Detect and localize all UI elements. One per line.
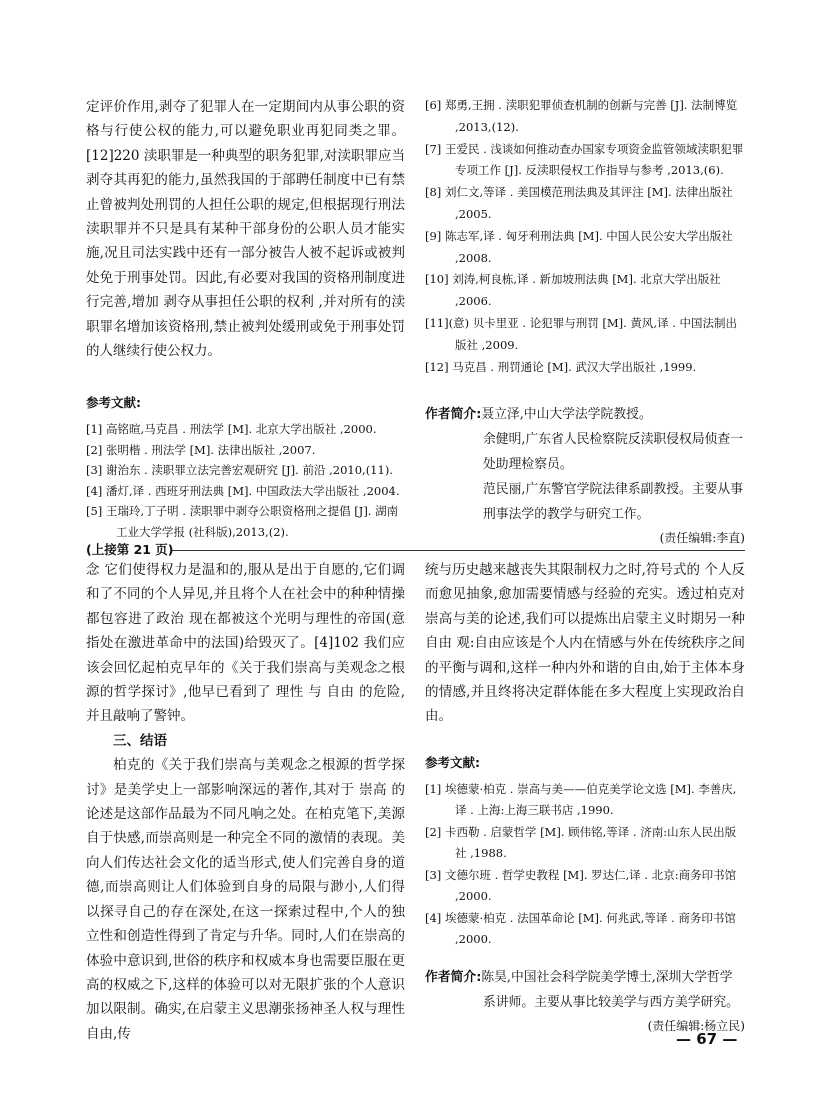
reference-item: [1] 高铭暄,马克昌 . 刑法学 [M]. 北京大学出版社 ,2000.	[86, 422, 377, 437]
editor-credit: (责任编辑:李直)	[659, 531, 745, 546]
body-paragraph: 统与历史越来越丧失其限制权力之时,符号式的 个人反而愈见抽象,愈加需要情感与经验的充实。透过柏克对崇高与美的论述,我们可以提炼出启蒙主义时期另一种 自由 观:自由应该是个人内在情感与外在传统秩序之间的平衡与调和,这样一种内外和谐的自由,始于主体本身的情感,并且终将决定群体能在多大程度上实现政治自由。	[425, 562, 745, 725]
references-title: 参考文献:	[86, 395, 141, 411]
body-paragraph: 柏克的《关于我们崇高与美观念之根源的哲学探讨》是美学史上一部影响深远的著作,其对于 崇高 的论述是这部作品最为不同凡响之处。在柏克笔下,美源自于快感,而崇高则是一种完全不同的激情的表现。美向人们传达社会文化的适当形式,使人们完善自身的道德,而崇高则让人们体验到自身的局限与渺小,人们得以探寻自己的存在深处,在这一探索过程中,个人的独立性和创造性得到了肯定与升华。同时,人们在崇高的体验中意识到,世俗的秩序和权威本身也需要臣服在更高的权威之下,这样的体验可以对无限扩张的个人意识加以限制。确实,在启蒙主义思潮张扬神圣人权与理性自由,传	[86, 757, 405, 1042]
reference-item: [7] 王爱民 . 浅谈如何推动查办国家专项资金监管领域渎职犯罪专项工作 [J]. 反渎职侵权工作指导与参考 ,2013,(6).	[425, 141, 744, 178]
author-entry: 陈昊,中国社会科学院美学博士,深圳大学哲学系讲师。主要从事比较美学与西方美学研究。	[481, 969, 739, 1010]
references-list	[86, 419, 405, 542]
reference-item: [5] 王瑞玲,丁子明 . 渎职罪中剥夺公职资格刑之提倡 [J]. 湖南工业大学学报 (社科版),2013,(2).	[86, 504, 399, 539]
divider-line	[172, 550, 745, 551]
reference-item: [12] 马克昌 . 刑罚通论 [M]. 武汉大学出版社 ,1999.	[425, 359, 697, 374]
page-number: — 67 —	[676, 1030, 738, 1048]
references-list	[425, 779, 745, 951]
author-bio	[425, 402, 745, 527]
body-paragraph: 念 它们使得权力是温和的,服从是出于自愿的,它们调和了不同的个人异见,并且将个人在社会中的种种情操都包容进了政治 现在都被这个光明与理性的帝国(意指处在激进革命中的法国)给毁灭了。[4]102 我们应该会回忆起柏克早年的《关于我们崇高与美观念之根源的哲学探讨》,他早已看到了 理性 与 自由 的危险,并且敲响了警钟。	[86, 562, 405, 725]
bottom-left-column	[86, 558, 405, 1046]
reference-item: [10] 刘涛,柯良栋,译 . 新加坡刑法典 [M]. 北京大学出版社 ,2006.	[425, 272, 721, 309]
author-label: 作者简介:	[425, 407, 482, 423]
reference-item: [6] 郑勇,王拥 . 渎职犯罪侦查机制的创新与完善 [J]. 法制博览 ,2013,(12).	[425, 98, 738, 134]
section-heading: 三、结语	[113, 732, 167, 749]
author-entry: 聂立泽,中山大学法学院教授。	[481, 407, 652, 423]
reference-item: [1] 埃德蒙·柏克 . 崇高与美——伯克美学论文选 [M]. 李善庆,译 . 上海:上海三联书店 ,1990.	[425, 781, 737, 818]
references-list	[425, 95, 745, 378]
bottom-right-column	[425, 558, 745, 1034]
top-right-column	[425, 95, 745, 546]
top-left-column	[86, 95, 405, 542]
references-title: 参考文献:	[425, 754, 480, 770]
author-entry: 余健明,广东省人民检察院反渎职侵权局侦查一处助理检察员。	[483, 432, 744, 473]
author-label: 作者简介:	[425, 969, 482, 985]
reference-item: [9] 陈志军,译 . 匈牙利刑法典 [M]. 中国人民公安大学出版社 ,2008.	[425, 228, 733, 265]
reference-item: [4] 潘灯,译 . 西班牙刑法典 [M]. 中国政法大学出版社 ,2004.	[86, 483, 400, 498]
reference-item: [3] 谢治东 . 渎职罪立法完善宏观研究 [J]. 前沿 ,2010,(11).	[86, 463, 393, 478]
author-bio	[425, 965, 745, 1015]
reference-item: [2] 张明楷 . 刑法学 [M]. 法律出版社 ,2007.	[86, 442, 316, 457]
reference-item: [4] 埃德蒙·柏克 . 法国革命论 [M]. 何兆武,等译 . 商务印书馆 ,2000.	[425, 910, 736, 947]
author-entry: 范民丽,广东警官学院法律系副教授。主要从事刑事法学的教学与研究工作。	[483, 482, 744, 523]
reference-item: [2] 卡西勒 . 启蒙哲学 [M]. 顾伟铭,等译 . 济南:山东人民出版社 ,1988.	[425, 824, 737, 861]
reference-item: [11](意) 贝卡里亚 . 论犯罪与刑罚 [M]. 黄风,译 . 中国法制出版社 ,2009.	[425, 315, 738, 352]
editor-credit: (责任编辑:杨立民)	[647, 1018, 745, 1033]
reference-item: [3] 文德尔班 . 哲学史教程 [M]. 罗达仁,译 . 北京:商务印书馆 ,2000.	[425, 867, 737, 904]
continuation-label: (上接第 21 页)	[86, 542, 174, 557]
body-paragraph: 定评价作用,剥夺了犯罪人在一定期间内从事公职的资格与行使公权的能力,可以避免职业再犯同类之罪。[12]220 渎职罪是一种典型的职务犯罪,对渎职罪应当剥夺其再犯的能力,虽然我国的于部聘任制度中已有禁止曾被判处刑罚的人担任公职的规定,但根据现行刑法渎职罪并不只是具有某种干部身份的公职人员才能实施,况且司法实践中还有一部分被告人被不起诉或被判处免于刑事处罚。因此,有必要对我国的资格刑制度进行完善,增加 剥夺从事担任公职的权利 ,并对所有的渎职罪名增加该资格刑,禁止被判处缓刑或免于刑事处罚的人继续行使公权力。	[86, 99, 405, 360]
reference-item: [8] 刘仁文,等译 . 美国模范刑法典及其评注 [M]. 法律出版社 ,2005.	[425, 185, 733, 221]
